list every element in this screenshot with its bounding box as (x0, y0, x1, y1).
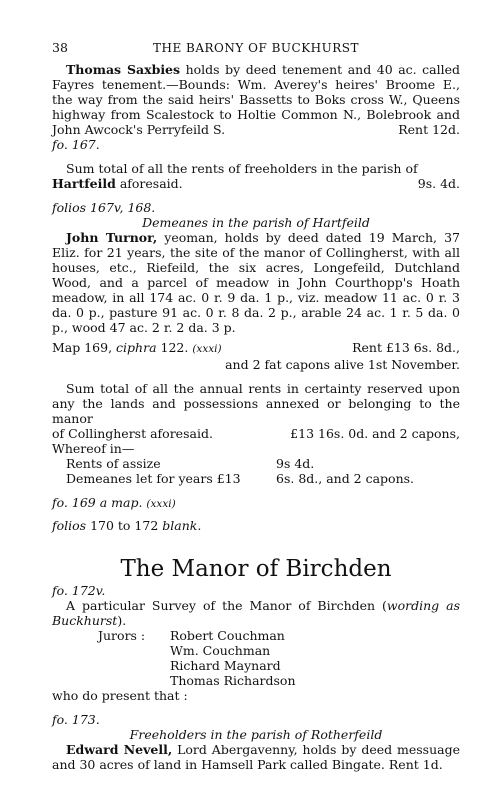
map-roman: (xxxi) (192, 343, 222, 355)
sum-amount: £13 16s. 0d. and 2 capons, (290, 426, 460, 441)
sum-amount: 9s. 4d. (417, 176, 460, 191)
capons-line: and 2 fat capons alive 1st November. (225, 357, 460, 372)
entry-saxbies (52, 62, 460, 137)
sum-text: Sum total of all the rents of freeholders in the parish of (66, 161, 418, 176)
folio-ref: fo. 172v. (52, 583, 106, 598)
tenant-name: John Turnor, (66, 230, 158, 245)
whereof-table (52, 456, 460, 486)
tenant-name: Thomas Saxbies (66, 62, 181, 77)
sum-text-tail: of Collingherst aforesaid. (52, 426, 213, 441)
whereof-row (52, 456, 460, 471)
entry-rent: Rent 12d. (398, 122, 460, 137)
folio-text: 170 to 172 (86, 518, 163, 533)
map-ref: Map 169, (52, 340, 117, 355)
whereof-value-cell: 6s. 8d., and 2 capons. (276, 471, 415, 486)
present-line: who do present that : (52, 688, 188, 703)
sum-line (52, 426, 460, 441)
entry-text: Lord Abergavenny, holds by deed messuage and 30 acres of land in Hamsell Park called Bingate. Rent 1d. (52, 742, 461, 772)
sum-annual (52, 381, 460, 486)
sum-text: Sum total of all the annual rents in certainty reserved upon any the lands and possessions annexed or belonging to the manor (52, 381, 460, 426)
juror-name: Robert Couchman (170, 628, 285, 643)
map-line (52, 340, 460, 357)
survey-end: ). (117, 613, 127, 628)
section-subheading: Freeholders in the parish of Rotherfeild (129, 727, 383, 742)
entry-text: holds by deed tenement and 40 ac. called Fayres tenement.—Bounds: Wm. Averey's heires' Broome E., the way from the said heirs' Bassetts to Boks cross W., Queens highway from Scalestock to Holtie Common N., Bolebrook and John Awcock's Perryfeild S. (52, 62, 460, 137)
whereof-label-cell: Demeanes let for years £13 (66, 471, 241, 486)
folio-ref: fo. 173. (52, 712, 100, 727)
folio-blank (52, 518, 460, 533)
juror-name: Thomas Richardson (170, 673, 296, 688)
section-subheading: Demeanes in the parish of Hartfeild (142, 215, 370, 230)
whereof-label-cell: Rents of assize (66, 456, 161, 471)
jurors-block (52, 628, 460, 688)
demeanes-section (52, 200, 460, 372)
survey-italic: wording as Buckhurst (52, 598, 461, 628)
jurors-list (170, 628, 296, 688)
jurors-label: Jurors : (98, 628, 146, 643)
folio-blank-word: blank. (162, 518, 202, 533)
page-number: 38 (52, 40, 68, 55)
entry-rent: Rent £13 6s. 8d., (352, 340, 460, 355)
running-header (52, 40, 460, 56)
whereof-label: Whereof in— (52, 441, 135, 456)
sum-text-tail: aforesaid. (115, 176, 183, 191)
folio-ref: folios 167v, 168. (52, 200, 156, 215)
survey-text (52, 598, 460, 628)
folio-map (52, 495, 460, 512)
entry-nevell (52, 742, 460, 772)
whereof-value-cell: 9s 4d. (276, 456, 315, 471)
sum-freeholders (52, 161, 460, 191)
folio-text: fo. 169 a map. (52, 495, 143, 510)
whereof-row (52, 471, 460, 486)
folio-ref: fo. 167. (52, 137, 100, 152)
folio-prefix: folios (52, 518, 87, 533)
entry-text: yeoman, holds by deed dated 19 March, 37 Eliz. for 21 years, the site of the manor of Collingherst, with all houses, etc., Riefeild, the six acres, Longefeild, Dutchland Wood, and a parcel of meadow in John Courthopp's Hoath meadow, in all 174 ac. 0 r. 9 da. 1 p., viz. meadow 11 ac. 0 r. 3 da. 0 p., pasture 91 ac. 0 r. 8 da. 2 p., arable 24 ac. 1 r. 5 da. 0 p., wood 47 ac. 2 r. 2 da. 3 p. (52, 230, 460, 335)
survey-main: A particular Survey of the Manor of Birchden ( (66, 598, 387, 613)
juror-name: Wm. Couchman (170, 643, 271, 658)
folio-roman: (xxxi) (146, 498, 176, 510)
entry-turnor (52, 230, 460, 335)
tenant-name: Edward Nevell, (66, 742, 173, 757)
sum-line (52, 176, 460, 191)
juror-name: Richard Maynard (170, 658, 281, 673)
map-cipher: ciphra (116, 340, 157, 355)
running-title: THE BARONY OF BUCKHURST (152, 41, 360, 55)
place-name: Hartfeild (52, 176, 116, 191)
manor-heading: The Manor of Birchden (120, 556, 392, 582)
map-number: 122. (156, 340, 193, 355)
